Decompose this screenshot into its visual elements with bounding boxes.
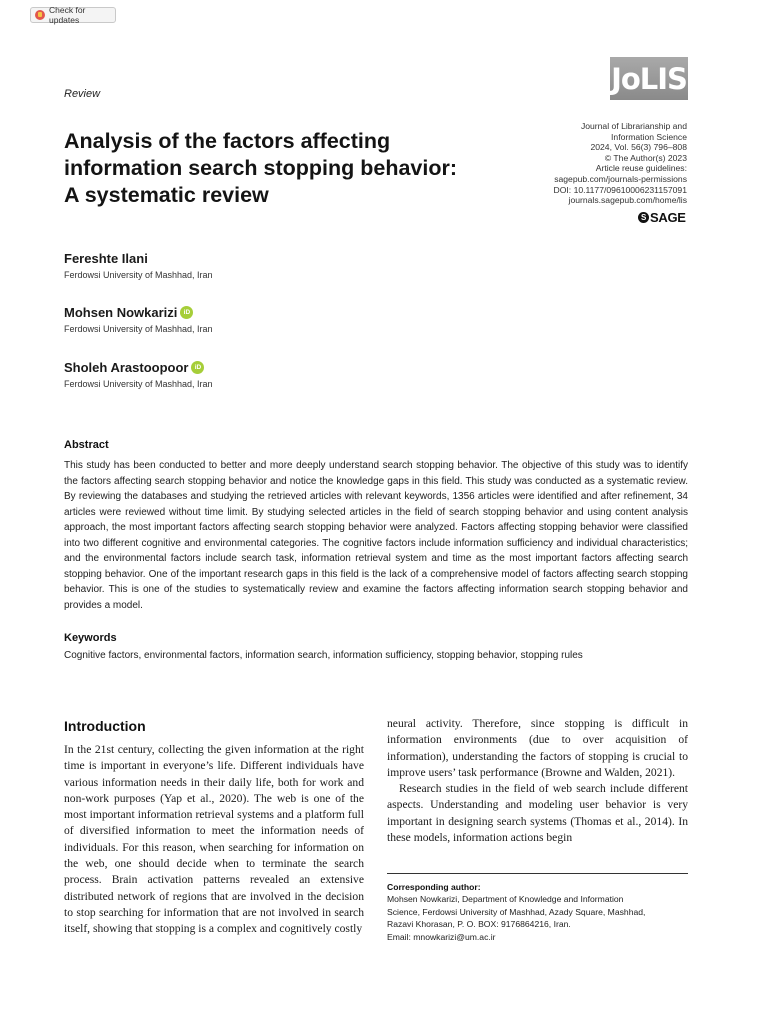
journal-logo-text: JoLIS — [611, 61, 687, 96]
author-affiliation: Ferdowsi University of Mashhad, Iran — [64, 324, 213, 334]
corresponding-author-line: Razavi Khorasan, P. O. BOX: 9176864216, Iran. — [387, 919, 571, 930]
journal-home-link[interactable]: journals.sagepub.com/home/lis — [568, 195, 687, 206]
publisher-name: SAGE — [650, 210, 686, 225]
author-block — [64, 305, 213, 334]
journal-info-block — [447, 121, 687, 206]
permissions-link[interactable]: sagepub.com/journals-permissions — [554, 173, 687, 184]
author-name: Fereshte Ilani — [64, 251, 148, 266]
copyright-line: © The Author(s) 2023 — [604, 152, 687, 163]
keywords-text: Cognitive factors, environmental factors, information search, information sufficiency, stopping behavior, stopping rules — [64, 650, 583, 661]
corresponding-author-block — [387, 881, 688, 943]
corresponding-author-line: Mohsen Nowkarizi, Department of Knowledge and Information — [387, 894, 624, 905]
corresponding-author-line: Science, Ferdowsi University of Mashhad, Azady Square, Mashhad, — [387, 906, 646, 917]
title-line: A systematic review — [64, 183, 269, 207]
journal-volume: 2024, Vol. 56(3) 796–808 — [590, 142, 687, 153]
author-block — [64, 251, 213, 280]
sage-icon: S — [638, 212, 649, 223]
author-name: Mohsen Nowkarizi iD — [64, 305, 213, 320]
reuse-guidelines-label: Article reuse guidelines: — [595, 163, 687, 174]
doi-link[interactable]: DOI: 10.1177/09610006231157091 — [553, 184, 687, 195]
article-type-label: Review — [64, 88, 101, 100]
check-for-updates-badge[interactable] — [30, 7, 116, 23]
intro-right-column — [387, 716, 688, 846]
keywords-heading: Keywords — [64, 632, 117, 644]
updates-icon — [35, 10, 45, 20]
author-affiliation: Ferdowsi University of Mashhad, Iran — [64, 379, 213, 389]
orcid-icon[interactable]: iD — [191, 361, 204, 374]
intro-left-column — [64, 742, 364, 938]
journal-name-line: Journal of Librarianship and — [580, 121, 687, 131]
journal-name-line: Information Science — [611, 131, 687, 142]
abstract-text: This study has been conducted to better and more deeply understand search stopping behavior. The objective of this study was to identify the factors affecting search stopping behavior and notice the knowledge gaps in this field. This study was conducted as a systematic review. By reviewing the databases and studying the retrieved articles with relevant keywords, 1356 articles were identified and after refinement, 34 articles were reviewed without time limit. By studying selected articles in the field of search stopping behavior and using content analysis approach, the most important factors affecting search stopping behavior were analyzed. Factors affecting stopping behavior were classified into two different cognitive and environmental categories. The cognitive factors include information sufficiency and individual characteristics; and the environmental factors include search task, information retrieval system and time as the most important factors affecting search stopping behavior. One of the important research gaps in this field is the lack of a comprehensive model of factors affecting search stopping behavior. This is one of the studies to systematically review and examine the factors affecting information search stopping behavior and provides a model. — [64, 460, 688, 611]
corresponding-author-label: Corresponding author: — [387, 882, 481, 892]
orcid-icon[interactable]: iD — [180, 306, 193, 319]
footnote-divider — [387, 873, 688, 874]
abstract-heading: Abstract — [64, 439, 109, 451]
intro-paragraph: In the 21st century, collecting the given information at the right time is important in everyone’s life. Different individuals have various information needs in their daily life, both for work and non-work purposes (Yap et al., 2020). The web is one of the most important information retrieval systems and a platform full of diversified information to meet the information needs of individuals. For this reason, when searching for information on the web, one should decide when to terminate the search process. Brain activation patterns revealed an extensive distributed network of regions that are involved in the decision to stop searching for information that are not involved in search itself, showing that stopping is a complex and cognitively costly — [64, 743, 364, 936]
check-for-updates-label: Check for updates — [49, 5, 86, 25]
corresponding-author-email[interactable]: Email: mnowkarizi@um.ac.ir — [387, 931, 496, 942]
intro-paragraph: Research studies in the field of web search include different aspects. Understanding and modeling user behavior is very important in designing search systems (Thomas et al., 2014). In these models, information actions begin — [387, 782, 688, 845]
author-affiliation: Ferdowsi University of Mashhad, Iran — [64, 270, 213, 280]
publisher-logo — [638, 210, 686, 225]
author-block — [64, 360, 213, 389]
author-name: Sholeh Arastoopoor iD — [64, 360, 213, 375]
title-line: Analysis of the factors affecting — [64, 129, 391, 153]
title-line: information search stopping behavior: — [64, 156, 458, 180]
journal-logo — [610, 57, 688, 100]
intro-paragraph: neural activity. Therefore, since stopping is difficult in information environments (due to over acquisition of information), understanding the factors of stopping is crucial to improve users’ task performance (Browne and Walden, 2021). — [387, 717, 688, 779]
introduction-heading: Introduction — [64, 718, 146, 734]
